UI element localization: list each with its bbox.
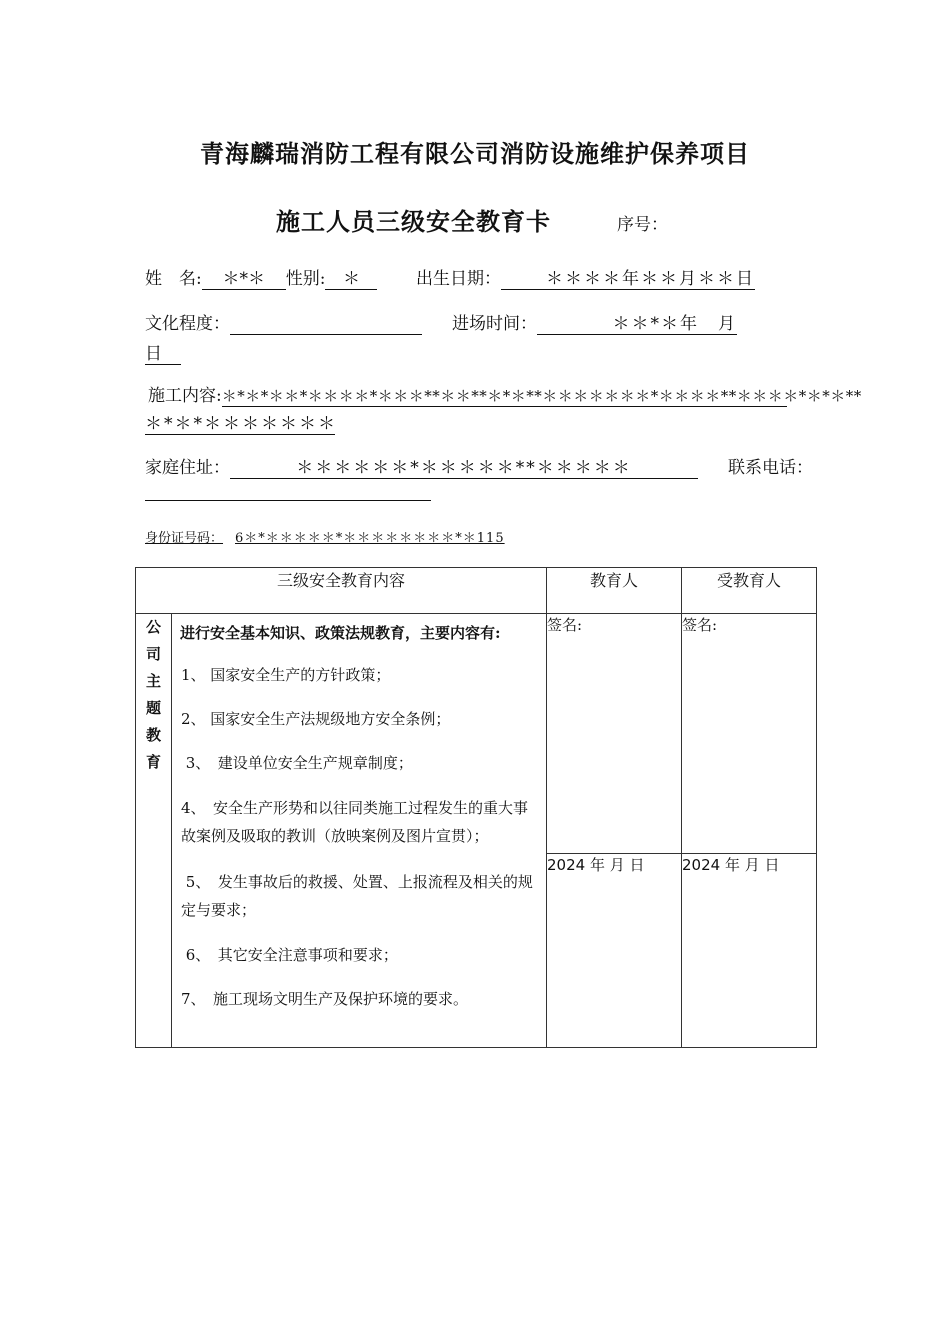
content-item: 1、 国家安全生产的方针政策； — [181, 666, 391, 684]
name-value: ＊*＊ — [202, 264, 286, 290]
entry-day-row — [145, 339, 181, 365]
category-char: 教 — [145, 726, 161, 744]
category-char: 公 — [145, 618, 161, 636]
category-cell — [136, 614, 172, 1048]
entry-row — [452, 309, 737, 335]
birth-value: ＊＊＊＊年＊＊月＊＊日 — [501, 264, 755, 290]
work-label: 施工内容: — [148, 386, 222, 406]
id-label: 身份证号码： — [145, 531, 224, 546]
entry-label: 进场时间： — [452, 314, 537, 334]
content-item: 2、 国家安全生产法规级地方安全条例； — [181, 710, 451, 728]
educatee-signature-cell — [682, 614, 817, 854]
address-value: ＊＊＊＊＊＊*＊＊＊＊＊**＊＊＊＊＊ — [230, 453, 698, 479]
category-char: 题 — [145, 699, 161, 717]
content-item: 3、 建设单位安全生产规章制度； — [181, 754, 413, 772]
name-label: 姓 名: — [145, 269, 202, 289]
name-row — [145, 264, 377, 290]
education-table — [135, 567, 817, 1048]
educator-signature-cell — [547, 614, 682, 854]
doc-title-line1: 青海麟瑞消防工程有限公司消防设施维护保养项目 — [200, 139, 750, 168]
education-label: 文化程度： — [145, 314, 230, 334]
birth-row — [416, 264, 755, 290]
doc-title-line2: 施工人员三级安全教育卡 — [276, 207, 551, 236]
educatee-signature-label: 签名: — [682, 616, 718, 634]
educator-date-cell — [547, 854, 682, 1048]
content-title: 进行安全基本知识、政策法规教育，主要内容有: — [180, 624, 501, 642]
phone-value-line — [145, 500, 431, 501]
work-value-line2: ＊*＊*＊＊＊＊＊＊＊ — [145, 409, 335, 435]
header-content: 三级安全教育内容 — [136, 568, 547, 614]
education-value — [230, 314, 422, 335]
category-char: 主 — [145, 672, 161, 690]
content-item: 5、 发生事故后的救援、处置、上报流程及相关的规定与要求； — [181, 873, 533, 919]
gender-value: ＊ — [325, 264, 377, 290]
header-educator: 教育人 — [547, 568, 682, 614]
content-cell — [172, 614, 547, 1048]
category-char: 育 — [145, 753, 161, 771]
educator-signature-label: 签名: — [547, 616, 583, 634]
work-value-line1: ＊*＊*＊＊*＊＊＊＊*＊＊＊**＊＊**＊*＊**＊＊＊＊＊＊＊*＊＊＊＊**＊＊＊＊*＊*＊** — [221, 387, 862, 405]
category-char: 司 — [145, 645, 161, 663]
content-item: 7、 施工现场文明生产及保护环境的要求。 — [181, 990, 469, 1008]
header-educatee: 受教育人 — [682, 568, 817, 614]
serial-number-label: 序号： — [617, 215, 668, 235]
id-row — [145, 527, 505, 546]
gender-label: 性别: — [285, 269, 326, 289]
entry-day: 日 — [145, 339, 181, 365]
educatee-date-cell — [682, 854, 817, 1048]
content-item: 6、 其它安全注意事项和要求； — [181, 946, 398, 964]
educator-date: 2024 年 月 日 — [547, 856, 645, 874]
id-value: 6＊*＊＊＊＊＊*＊＊＊＊＊＊＊＊*＊115 — [235, 531, 505, 546]
birth-label: 出生日期： — [416, 269, 501, 289]
educatee-date: 2024 年 月 日 — [682, 856, 780, 874]
entry-value: ＊＊*＊年 月 — [537, 309, 737, 335]
education-row — [145, 309, 422, 335]
address-label: 家庭住址： — [145, 458, 230, 478]
work-row — [148, 381, 862, 407]
address-row — [145, 453, 698, 479]
work-row-2 — [145, 409, 335, 435]
content-item: 4、 安全生产形势和以往同类施工过程发生的重大事故案例及吸取的教训（放映案例及图片宣贯）； — [181, 799, 529, 845]
phone-label: 联系电话： — [728, 458, 813, 478]
